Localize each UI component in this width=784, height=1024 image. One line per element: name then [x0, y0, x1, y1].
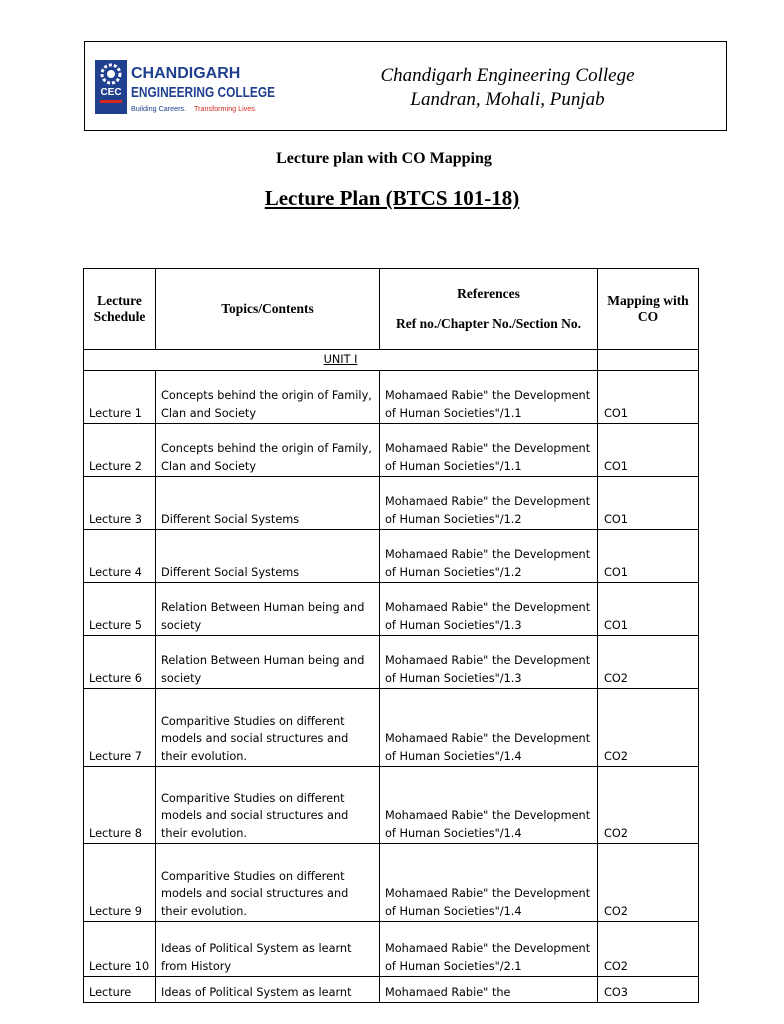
topic-cell: Different Social Systems [156, 477, 380, 530]
topic-cell: Ideas of Political System as learnt from History [156, 922, 380, 977]
logo-badge-stripe [100, 100, 122, 103]
lecture-cell: Lecture 4 [84, 530, 156, 583]
logo-tagline-a: Building Careers. [131, 104, 187, 113]
table-row [84, 977, 699, 1003]
co-cell: CO2 [598, 844, 699, 922]
logo-badge-text: CEC [100, 87, 122, 98]
topic-cell: Concepts behind the origin of Family, Clan and Society [156, 371, 380, 424]
table-row [84, 767, 699, 844]
reference-cell: Mohamaed Rabie" the Development of Human Societies"/1.3 [380, 583, 598, 636]
unit-label: UNIT I [84, 350, 598, 371]
header-mapping: Mapping with CO [598, 269, 699, 350]
lecture-cell: Lecture 1 [84, 371, 156, 424]
co-cell: CO2 [598, 767, 699, 844]
lecture-cell: Lecture 6 [84, 636, 156, 689]
institution-name: Chandigarh Engineering College [380, 65, 635, 86]
co-cell: CO1 [598, 583, 699, 636]
lecture-plan-table [83, 268, 699, 1003]
institution-block [355, 64, 660, 112]
topic-cell: Concepts behind the origin of Family, Clan and Society [156, 424, 380, 477]
table-row [84, 583, 699, 636]
topic-cell: Comparitive Studies on different models and social structures and their evolution. [156, 767, 380, 844]
college-logo [95, 60, 277, 118]
reference-cell: Mohamaed Rabie" the Development of Human Societies"/2.1 [380, 922, 598, 977]
co-cell: CO1 [598, 477, 699, 530]
table-row [84, 922, 699, 977]
reference-cell: Mohamaed Rabie" the Development of Human Societies"/1.1 [380, 371, 598, 424]
topic-cell: Comparitive Studies on different models and social structures and their evolution. [156, 689, 380, 767]
header-topics: Topics/Contents [156, 269, 380, 350]
unit-empty-cell [598, 350, 699, 371]
lecture-cell: Lecture 2 [84, 424, 156, 477]
lecture-cell: Lecture 5 [84, 583, 156, 636]
reference-cell: Mohamaed Rabie" the Development of Human Societies"/1.2 [380, 477, 598, 530]
lecture-cell: Lecture [84, 977, 156, 1003]
table-row [84, 636, 699, 689]
topic-cell: Relation Between Human being and society [156, 583, 380, 636]
page-subtitle: Lecture plan with CO Mapping [276, 150, 492, 167]
co-cell: CO2 [598, 636, 699, 689]
topic-cell: Comparitive Studies on different models and social structures and their evolution. [156, 844, 380, 922]
reference-cell: Mohamaed Rabie" the Development of Human Societies"/1.1 [380, 424, 598, 477]
table-row [84, 689, 699, 767]
institution-location: Landran, Mohali, Punjab [410, 89, 605, 110]
table-row [84, 477, 699, 530]
header-box [84, 41, 727, 131]
co-cell: CO2 [598, 922, 699, 977]
logo-line2: ENGINEERING COLLEGE [131, 84, 275, 101]
co-cell: CO1 [598, 371, 699, 424]
reference-cell: Mohamaed Rabie" the [380, 977, 598, 1003]
gear-hub [107, 70, 115, 78]
table-header-row [84, 269, 699, 350]
topic-cell: Relation Between Human being and society [156, 636, 380, 689]
lecture-cell: Lecture 3 [84, 477, 156, 530]
table-row [84, 530, 699, 583]
co-cell: CO1 [598, 530, 699, 583]
topic-cell: Different Social Systems [156, 530, 380, 583]
lecture-cell: Lecture 9 [84, 844, 156, 922]
header-references [380, 269, 598, 350]
header-lecture-schedule: Lecture Schedule [84, 269, 156, 350]
page-title: Lecture Plan (BTCS 101-18) [264, 186, 520, 210]
header-references-top: References [457, 286, 520, 301]
logo-line1: CHANDIGARH [131, 65, 241, 82]
table-row [84, 844, 699, 922]
reference-cell: Mohamaed Rabie" the Development of Human Societies"/1.2 [380, 530, 598, 583]
reference-cell: Mohamaed Rabie" the Development of Human Societies"/1.3 [380, 636, 598, 689]
co-cell: CO2 [598, 689, 699, 767]
co-cell: CO1 [598, 424, 699, 477]
header-references-sub: Ref no./Chapter No./Section No. [396, 316, 581, 331]
co-cell: CO3 [598, 977, 699, 1003]
lecture-cell: Lecture 10 [84, 922, 156, 977]
reference-cell: Mohamaed Rabie" the Development of Human Societies"/1.4 [380, 689, 598, 767]
topic-cell: Ideas of Political System as learnt [156, 977, 380, 1003]
table-row [84, 371, 699, 424]
unit-row [84, 350, 699, 371]
table-row [84, 424, 699, 477]
reference-cell: Mohamaed Rabie" the Development of Human Societies"/1.4 [380, 767, 598, 844]
reference-cell: Mohamaed Rabie" the Development of Human Societies"/1.4 [380, 844, 598, 922]
lecture-cell: Lecture 7 [84, 689, 156, 767]
lecture-cell: Lecture 8 [84, 767, 156, 844]
logo-tagline-b: Transforming Lives. [194, 104, 257, 113]
